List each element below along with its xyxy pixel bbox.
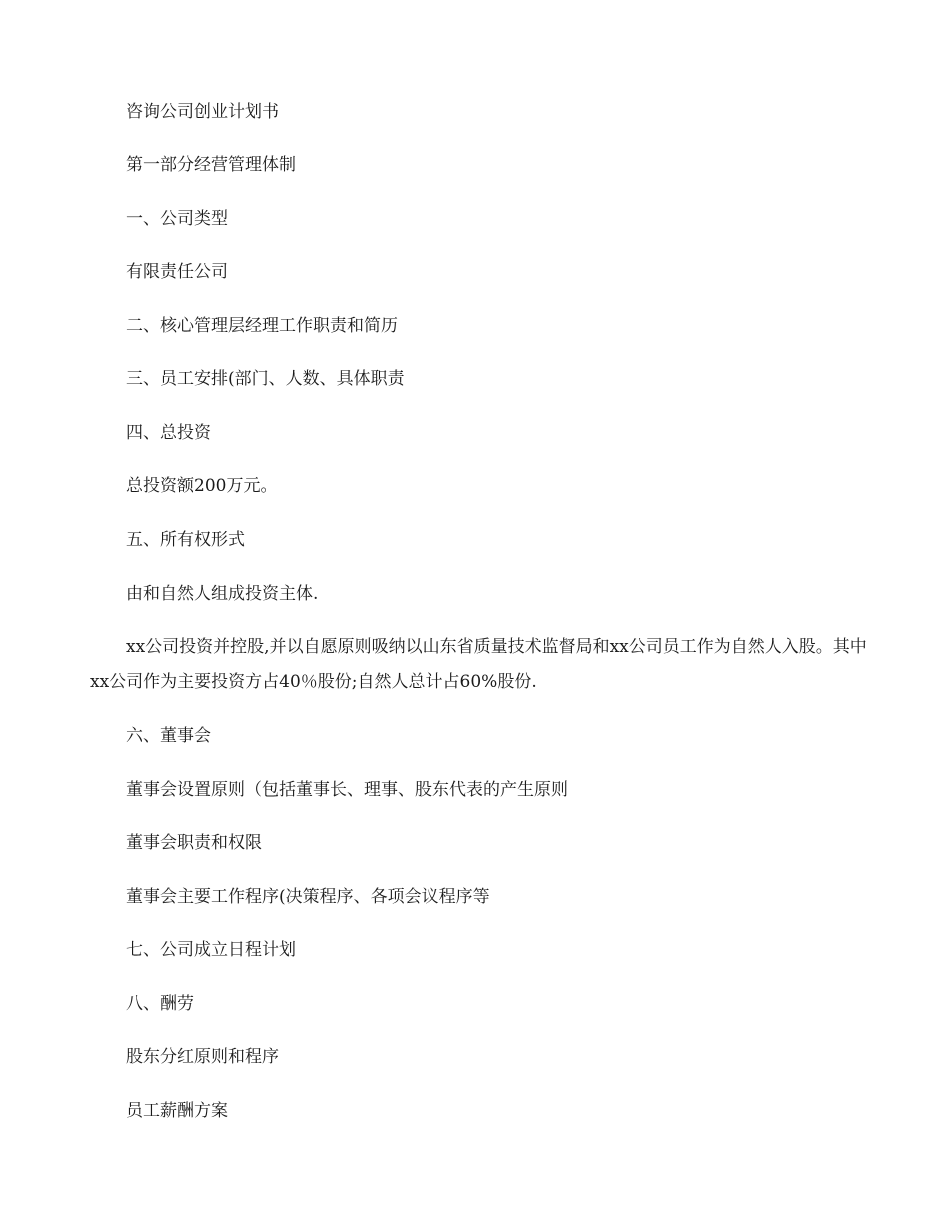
section-heading-part-one: 第一部分经营管理体制 <box>126 155 296 175</box>
section-heading-board: 六、董事会 <box>126 726 211 746</box>
body-paragraph-shares: xx公司投资并控股,并以自愿原则吸纳以山东省质量技术监督局和xx公司员工作为自然人入股。其中xx公司作为主要投资方占40％股份;自然人总计占60%股份. <box>90 637 867 692</box>
body-line-board-principles: 董事会设置原则（包括董事长、理事、股东代表的产生原则 <box>126 780 568 800</box>
body-line-ownership: 由和自然人组成投资主体. <box>126 584 319 604</box>
section-heading-company-type: 一、公司类型 <box>126 209 228 229</box>
section-heading-staff: 三、员工安排(部门、人数、具体职责 <box>126 369 405 389</box>
body-line-dividends: 股东分红原则和程序 <box>126 1047 279 1067</box>
body-line-salary: 员工薪酬方案 <box>126 1101 228 1121</box>
document-title: 咨询公司创业计划书 <box>126 102 279 122</box>
section-heading-management: 二、核心管理层经理工作职责和简历 <box>126 316 398 336</box>
section-heading-schedule: 七、公司成立日程计划 <box>126 940 296 960</box>
section-heading-ownership: 五、所有权形式 <box>126 530 245 550</box>
body-line-investment: 总投资额200万元。 <box>126 476 278 496</box>
body-line-board-procedures: 董事会主要工作程序(决策程序、各项会议程序等 <box>126 887 490 907</box>
body-line-board-duties: 董事会职责和权限 <box>126 833 262 853</box>
section-heading-compensation: 八、酬劳 <box>126 994 194 1014</box>
body-line-company-type: 有限责任公司 <box>126 262 228 282</box>
section-heading-investment: 四、总投资 <box>126 423 211 443</box>
